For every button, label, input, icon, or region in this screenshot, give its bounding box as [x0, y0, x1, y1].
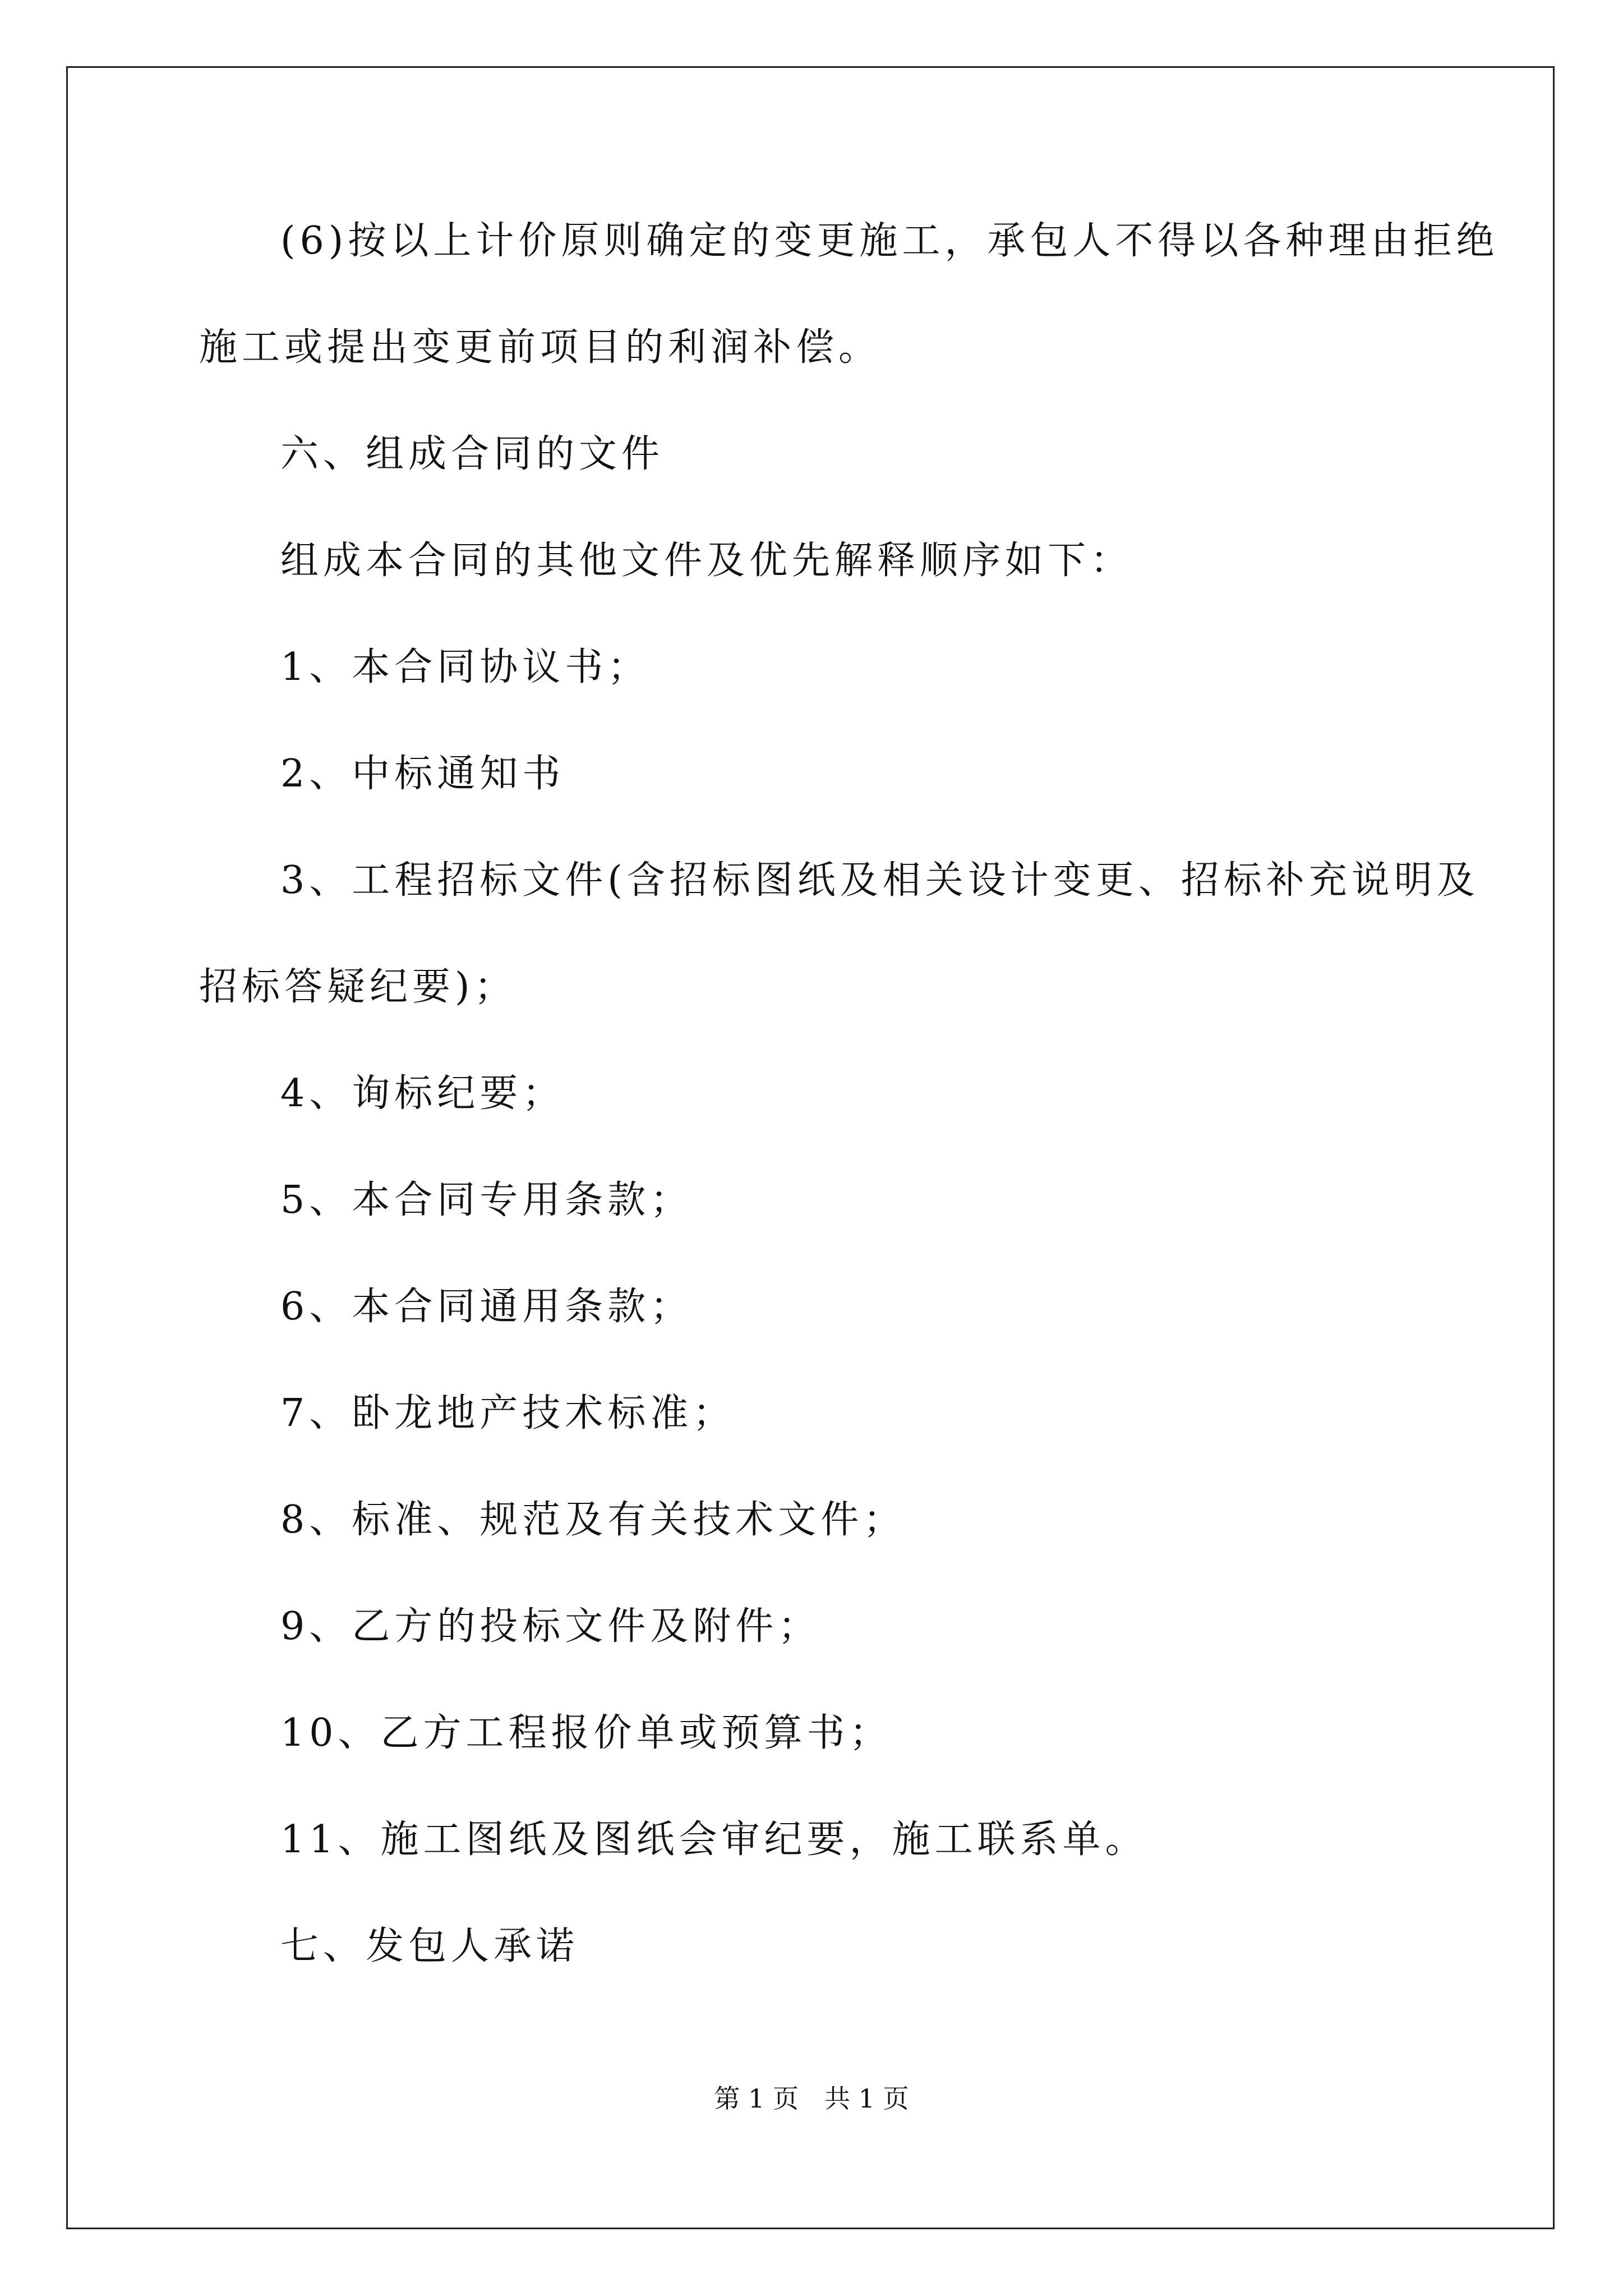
paragraph-variation-pricing	[199, 213, 1499, 376]
list-item: 7、卧龙地产技术标准；	[280, 1391, 736, 1435]
list-item	[199, 853, 1479, 1015]
paragraph-precedence-intro: 组成本合同的其他文件及优先解释顺序如下：	[280, 539, 1133, 583]
list-item: 4、询标纪要；	[280, 1071, 565, 1116]
list-item: 8、标准、规范及有关技术文件；	[280, 1498, 906, 1542]
page-number-footer: 第 1 页 共 1 页	[714, 2083, 909, 2114]
document-body	[199, 213, 1499, 2025]
list-item: 6、本合同通用条款；	[280, 1285, 693, 1329]
list-item: 11、施工图纸及图纸会审纪要，施工联系单。	[280, 1818, 1148, 1862]
paragraph-line: 施工或提出变更前项目的利润补偿。	[199, 325, 882, 370]
list-item: 10、乙方工程报价单或预算书；	[280, 1711, 892, 1755]
list-item: 9、乙方的投标文件及附件；	[280, 1604, 821, 1649]
paragraph-line: 3、工程招标文件(含招标图纸及相关设计变更、招标补充说明及	[280, 858, 1479, 903]
list-item: 1、本合同协议书；	[280, 645, 651, 689]
section-heading-employer-commitment: 七、发包人承诺	[280, 1924, 579, 1968]
paragraph-line: 招标答疑纪要)；	[199, 965, 517, 1009]
paragraph-line: (6)按以上计价原则确定的变更施工，承包人不得以各种理由拒绝	[280, 219, 1499, 263]
section-heading-contract-documents: 六、组成合同的文件	[280, 432, 665, 476]
list-item: 2、中标通知书	[280, 752, 565, 796]
list-item: 5、本合同专用条款；	[280, 1178, 693, 1222]
